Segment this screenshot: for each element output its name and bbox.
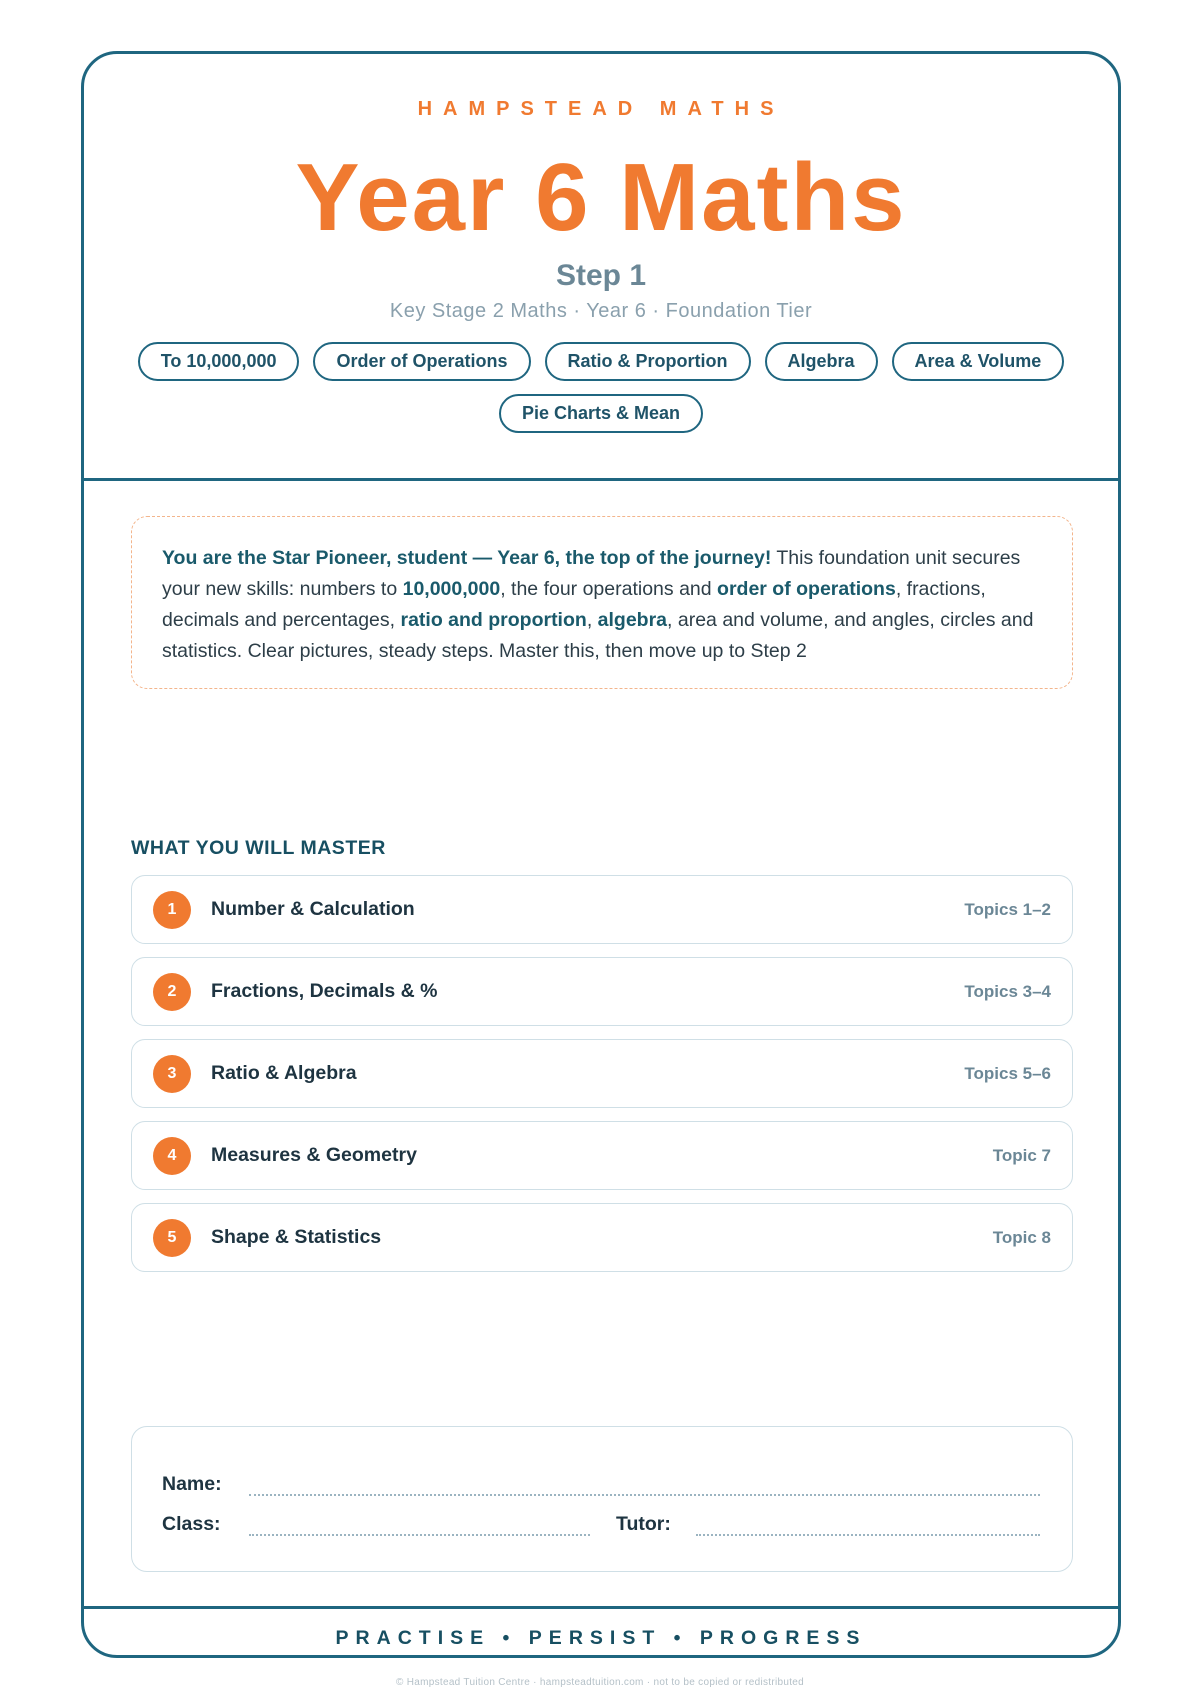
topic-pill: To 10,000,000 bbox=[138, 342, 300, 381]
list-item-topics: Topics 3–4 bbox=[964, 981, 1051, 1001]
header-divider bbox=[84, 478, 1118, 481]
number-badge: 5 bbox=[153, 1219, 191, 1257]
list-item-topics: Topic 7 bbox=[992, 1145, 1051, 1165]
class-label: Class: bbox=[162, 1513, 221, 1535]
intro-highlight: ratio and proportion bbox=[400, 609, 587, 631]
topic-pill: Ratio & Proportion bbox=[545, 342, 751, 381]
number-badge: 4 bbox=[153, 1137, 191, 1175]
tutor-field[interactable] bbox=[696, 1534, 1040, 1536]
intro-highlight: order of operations bbox=[717, 578, 896, 600]
number-badge: 2 bbox=[153, 973, 191, 1011]
footer-motto: PRACTISE • PERSIST • PROGRESS bbox=[335, 1627, 867, 1649]
intro-box bbox=[131, 516, 1073, 689]
tutor-label: Tutor: bbox=[616, 1513, 671, 1535]
copyright-notice: © Hampstead Tuition Centre · hampsteadtuition.com · not to be copied or redistributed bbox=[395, 1677, 805, 1688]
brand-name: HAMPSTEAD MATHS bbox=[417, 98, 785, 120]
name-label: Name: bbox=[162, 1473, 222, 1495]
topic-pill: Order of Operations bbox=[313, 342, 530, 381]
worksheet-cover bbox=[81, 51, 1121, 1658]
footer-divider bbox=[84, 1606, 1118, 1609]
step-label: Step 1 bbox=[555, 259, 647, 292]
list-item-title: Fractions, Decimals & % bbox=[211, 980, 438, 1002]
list-item bbox=[131, 1039, 1073, 1108]
page-title: Year 6 Maths bbox=[295, 144, 907, 251]
subtitle: Key Stage 2 Maths · Year 6 · Foundation Tier bbox=[389, 300, 813, 322]
topic-pills bbox=[134, 342, 1068, 433]
list-item-title: Shape & Statistics bbox=[211, 1226, 382, 1248]
list-item bbox=[131, 1203, 1073, 1272]
list-item-title: Ratio & Algebra bbox=[211, 1062, 357, 1084]
intro-text: , fractions, decimals and percentages, bbox=[162, 578, 986, 631]
intro-text: , the four operations and bbox=[500, 578, 718, 600]
intro-text: , area and volume, and angles, circles and statistics. Clear pictures, steady steps. Master this, then move up to Step 2 bbox=[162, 609, 1034, 662]
list-item bbox=[131, 957, 1073, 1026]
list-item bbox=[131, 875, 1073, 944]
list-item bbox=[131, 1121, 1073, 1190]
class-field[interactable] bbox=[249, 1534, 590, 1536]
list-item-topics: Topics 1–2 bbox=[964, 899, 1051, 919]
intro-text: This foundation unit secures your new skills: numbers to bbox=[162, 547, 1021, 600]
topic-pill: Pie Charts & Mean bbox=[499, 394, 703, 433]
name-field[interactable] bbox=[249, 1494, 1040, 1496]
intro-highlight: algebra bbox=[597, 609, 668, 631]
mastery-list bbox=[131, 875, 1073, 1285]
list-item-topics: Topics 5–6 bbox=[964, 1063, 1051, 1083]
number-badge: 1 bbox=[153, 891, 191, 929]
list-item-title: Measures & Geometry bbox=[211, 1144, 417, 1166]
list-item-topics: Topic 8 bbox=[992, 1227, 1051, 1247]
intro-text: , bbox=[586, 609, 598, 631]
intro-lead: You are the Star Pioneer, student — Year 6, the top of the journey! bbox=[162, 547, 772, 569]
number-badge: 3 bbox=[153, 1055, 191, 1093]
student-details-form bbox=[131, 1426, 1073, 1572]
topic-pill: Area & Volume bbox=[892, 342, 1065, 381]
list-item-title: Number & Calculation bbox=[211, 898, 415, 920]
section-heading: WHAT YOU WILL MASTER bbox=[131, 837, 386, 859]
topic-pill: Algebra bbox=[765, 342, 878, 381]
intro-highlight: 10,000,000 bbox=[402, 578, 501, 600]
